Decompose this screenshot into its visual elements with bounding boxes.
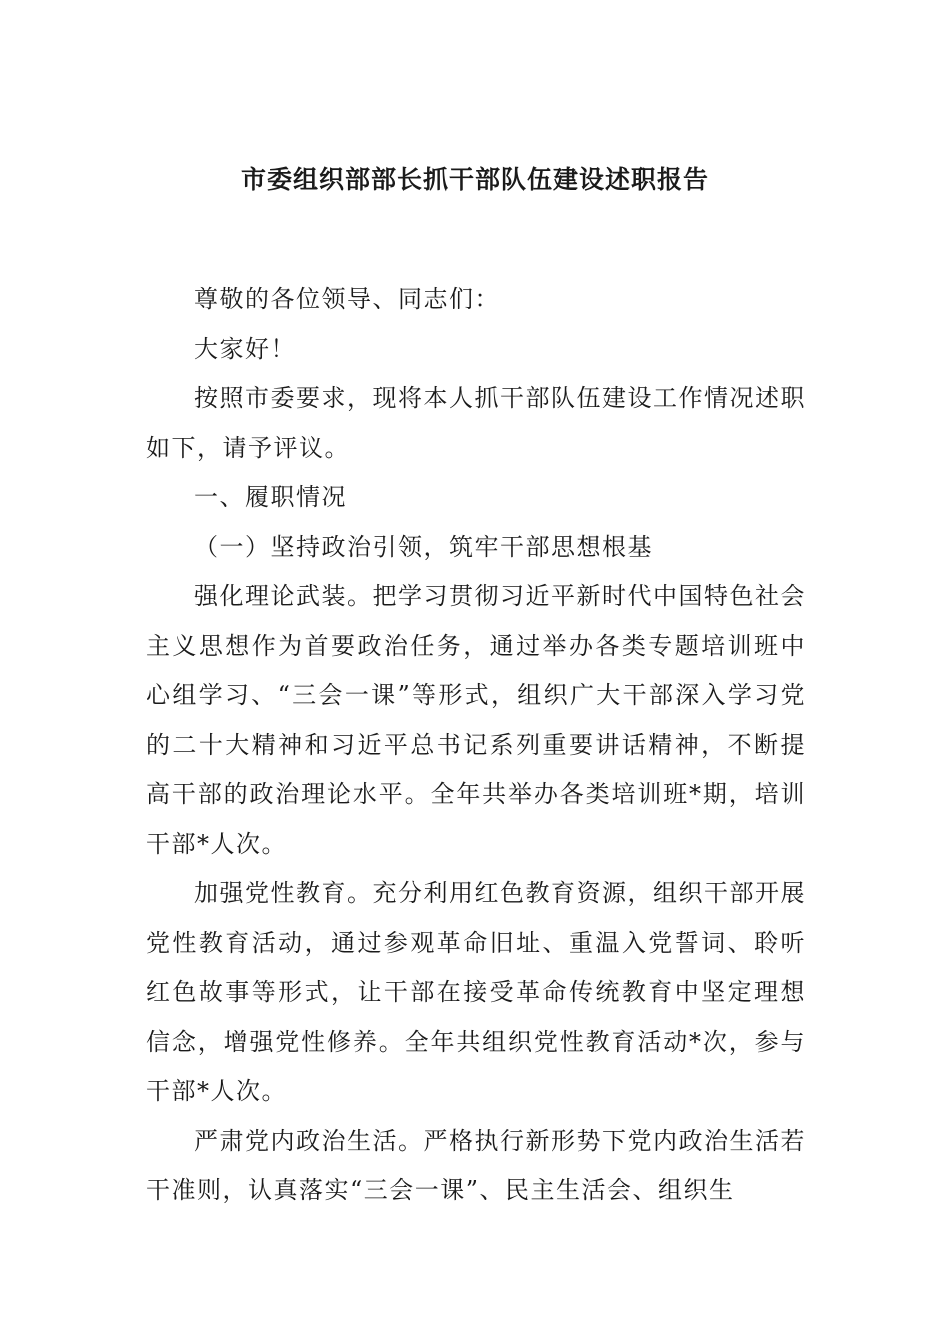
- salutation: 尊敬的各位领导、同志们：: [194, 285, 500, 313]
- paragraph-political-life: 严肃党内政治生活。严格执行新形势下党内政治生活若干准则，认真落实“三会一课”、民主生活会、组织生: [146, 1126, 806, 1204]
- paragraph-theory: 强化理论武装。把学习贯彻习近平新时代中国特色社会主义思想作为首要政治任务，通过举办各类专题培训班中心组学习、“三会一课”等形式，组织广大干部深入学习党的二十大精神和习近平总书记系列重要讲话精神，不断提高干部的政治理论水平。全年共举办各类培训班*期，培训干部*人次。: [146, 582, 806, 858]
- subsection-heading: （一）坚持政治引领，筑牢干部思想根基: [194, 532, 653, 561]
- paragraph-party-education: 加强党性教育。充分利用红色教育资源，组织干部开展党性教育活动，通过参观革命旧址、重温入党誓词、聆听红色故事等形式，让干部在接受革命传统教育中坚定理想信念，增强党性修养。全年共组织党性教育活动*次，参与干部*人次。: [146, 879, 806, 1105]
- section-heading: 一、履职情况: [194, 483, 347, 511]
- intro-paragraph: 按照市委要求，现将本人抓干部队伍建设工作情况述职如下，请予评议。: [146, 384, 806, 462]
- document-body: [146, 275, 806, 1216]
- page-title: 市委组织部部长抓干部队伍建设述职报告: [240, 165, 709, 194]
- greeting: 大家好！: [194, 334, 296, 363]
